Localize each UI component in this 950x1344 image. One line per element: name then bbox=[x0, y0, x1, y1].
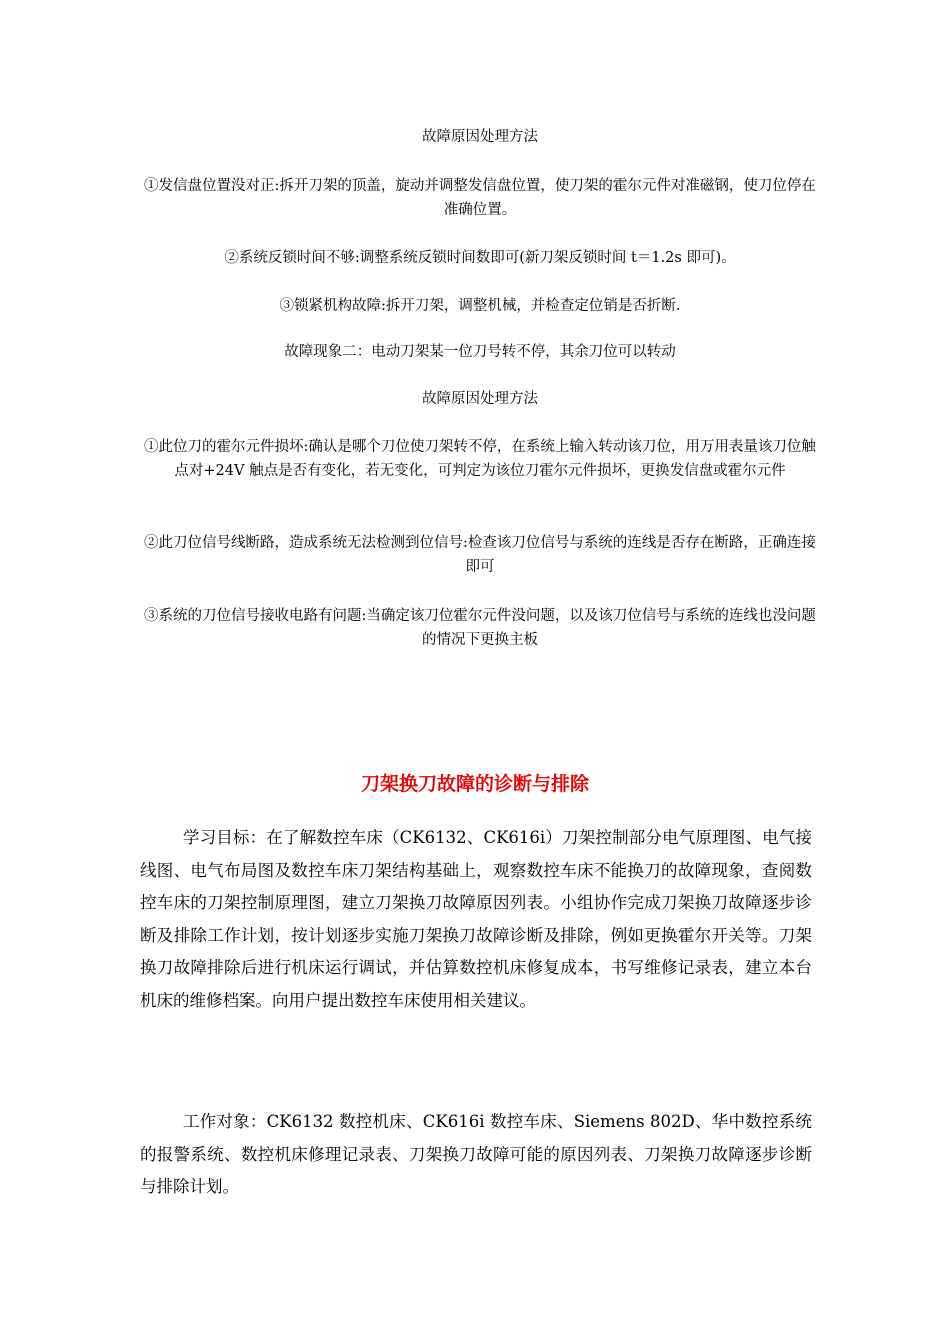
fault-phenomenon-2: 故障现象二：电动刀架某一位刀号转不停，其余刀位可以转动 bbox=[284, 344, 676, 360]
section1-item-1: ①发信盘位置没对正:拆开刀架的顶盖，旋动并调整发信盘位置，使刀架的霍尔元件对准磁钢，使刀位停在准确位置。 bbox=[144, 178, 816, 218]
section2-item-1: ①此位刀的霍尔元件损坏:确认是哪个刀位使刀架转不停，在系统上输入转动该刀位，用万用表量该刀位触点对+24V 触点是否有变化，若无变化，可判定为该位刀霍尔元件损坏，更换发信盘或霍尔元件 bbox=[144, 439, 816, 479]
section1-item-3: ③锁紧机构故障:拆开刀架，调整机械，并检查定位销是否折断. bbox=[279, 298, 681, 314]
section1-item-2: ②系统反锁时间不够:调整系统反锁时间数即可(新刀架反锁时间 t＝1.2s 即可)。 bbox=[224, 250, 736, 266]
section-title: 刀架换刀故障的诊断与排除 bbox=[360, 773, 589, 795]
section2-item-2: ②此刀位信号线断路，造成系统无法检测到位信号:检查该刀位信号与系统的连线是否存在断路，正确连接即可 bbox=[144, 535, 816, 575]
learning-goal-paragraph: 学习目标：在了解数控车床（CK6132、CK616i）刀架控制部分电气原理图、电气接线图、电气布局图及数控车床刀架结构基础上，观察数控车床不能换刀的故障现象，查阅数控车床的刀架控制原理图，建立刀架换刀故障原因列表。小组协作完成刀架换刀故障逐步诊断及排除工作计划，按计划逐步实施刀架换刀故障诊断及排除，例如更换霍尔开关等。刀架换刀故障排除后进行机床运行调试，并估算数控机床修复成本，书写维修记录表，建立本台机床的维修档案。向用户提出数控车床使用相关建议。 bbox=[140, 828, 812, 1010]
work-object-paragraph: 工作对象：CK6132 数控机床、CK616i 数控车床、Siemens 802D、华中数控系统的报警系统、数控机床修理记录表、刀架换刀故障可能的原因列表、刀架换刀故障逐步诊断与排除计划。 bbox=[140, 1112, 812, 1196]
section1-heading: 故障原因处理方法 bbox=[422, 129, 538, 145]
section2-item-3: ③系统的刀位信号接收电路有问题:当确定该刀位霍尔元件没问题，以及该刀位信号与系统的连线也没问题的情况下更换主板 bbox=[144, 608, 816, 648]
section2-heading: 故障原因处理方法 bbox=[422, 391, 538, 407]
